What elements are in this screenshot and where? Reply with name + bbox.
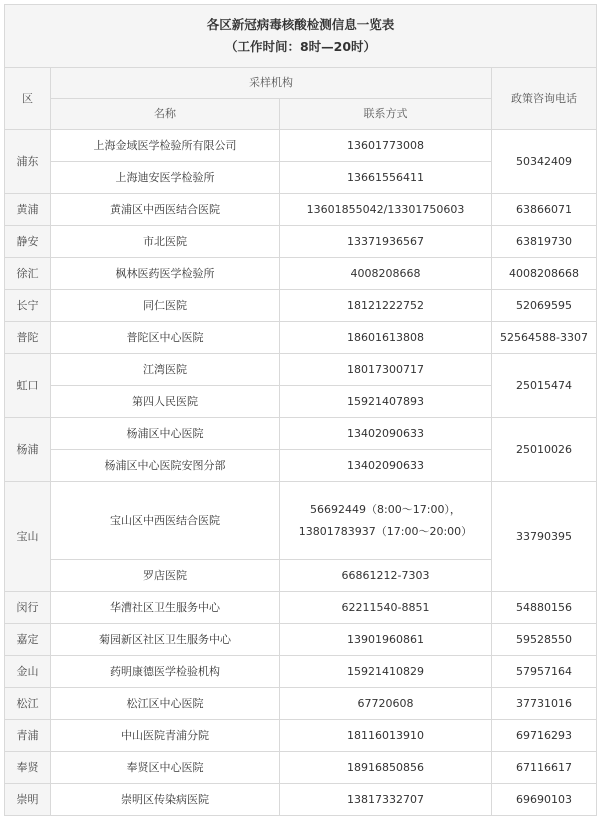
district-name: 浦东 xyxy=(5,130,51,194)
table-row xyxy=(5,592,597,624)
testing-info-table xyxy=(4,4,597,816)
org-name: 同仁医院 xyxy=(51,290,280,322)
table-title xyxy=(5,5,597,68)
table-row xyxy=(5,290,597,322)
district-name: 宝山 xyxy=(5,482,51,592)
org-contact: 13901960861 xyxy=(280,624,492,656)
org-contact: 13601855042/13301750603 xyxy=(280,194,492,226)
org-contact: 67720608 xyxy=(280,688,492,720)
org-name: 江湾医院 xyxy=(51,354,280,386)
table-row xyxy=(5,752,597,784)
policy-phone: 52564588-3307 xyxy=(492,322,597,354)
org-contact: 56692449（8:00～17:00），13801783937（17:00～20:00） xyxy=(280,482,492,560)
policy-phone: 67116617 xyxy=(492,752,597,784)
table-container xyxy=(4,4,596,816)
table-row xyxy=(5,130,597,162)
header-name: 名称 xyxy=(51,99,280,130)
org-name: 杨浦区中心医院 xyxy=(51,418,280,450)
org-contact: 13661556411 xyxy=(280,162,492,194)
org-name: 药明康德医学检验机构 xyxy=(51,656,280,688)
org-contact: 18916850856 xyxy=(280,752,492,784)
table-row xyxy=(5,720,597,752)
org-contact: 18601613808 xyxy=(280,322,492,354)
org-name: 市北医院 xyxy=(51,226,280,258)
table-row xyxy=(5,322,597,354)
policy-phone: 63819730 xyxy=(492,226,597,258)
org-name: 上海迪安医学检验所 xyxy=(51,162,280,194)
org-contact: 13402090633 xyxy=(280,450,492,482)
org-contact: 13402090633 xyxy=(280,418,492,450)
table-row xyxy=(5,784,597,816)
org-name: 华漕社区卫生服务中心 xyxy=(51,592,280,624)
org-name: 枫林医药医学检验所 xyxy=(51,258,280,290)
policy-phone: 33790395 xyxy=(492,482,597,592)
org-contact: 62211540-8851 xyxy=(280,592,492,624)
policy-phone: 4008208668 xyxy=(492,258,597,290)
table-row xyxy=(5,226,597,258)
org-name: 松江区中心医院 xyxy=(51,688,280,720)
policy-phone: 37731016 xyxy=(492,688,597,720)
table-row xyxy=(5,354,597,386)
org-name: 普陀区中心医院 xyxy=(51,322,280,354)
district-name: 金山 xyxy=(5,656,51,688)
org-contact: 18017300717 xyxy=(280,354,492,386)
district-name: 静安 xyxy=(5,226,51,258)
title-line-2: （工作时间：8时—20时） xyxy=(224,39,377,54)
org-name: 奉贤区中心医院 xyxy=(51,752,280,784)
district-name: 虹口 xyxy=(5,354,51,418)
header-district: 区 xyxy=(5,68,51,130)
org-contact: 15921407893 xyxy=(280,386,492,418)
org-contact: 18116013910 xyxy=(280,720,492,752)
org-name: 罗店医院 xyxy=(51,560,280,592)
header-contact: 联系方式 xyxy=(280,99,492,130)
policy-phone: 54880156 xyxy=(492,592,597,624)
district-name: 黄浦 xyxy=(5,194,51,226)
table-row xyxy=(5,624,597,656)
org-name: 中山医院青浦分院 xyxy=(51,720,280,752)
district-name: 长宁 xyxy=(5,290,51,322)
org-name: 杨浦区中心医院安图分部 xyxy=(51,450,280,482)
district-name: 徐汇 xyxy=(5,258,51,290)
table-row xyxy=(5,688,597,720)
org-contact: 15921410829 xyxy=(280,656,492,688)
title-line-1: 各区新冠病毒核酸检测信息一览表 xyxy=(206,17,395,32)
table-row xyxy=(5,194,597,226)
org-contact: 4008208668 xyxy=(280,258,492,290)
policy-phone: 25010026 xyxy=(492,418,597,482)
policy-phone: 52069595 xyxy=(492,290,597,322)
header-policy-phone: 政策咨询电话 xyxy=(492,68,597,130)
org-contact: 18121222752 xyxy=(280,290,492,322)
district-name: 松江 xyxy=(5,688,51,720)
district-name: 崇明 xyxy=(5,784,51,816)
policy-phone: 50342409 xyxy=(492,130,597,194)
org-name: 菊园新区社区卫生服务中心 xyxy=(51,624,280,656)
district-name: 嘉定 xyxy=(5,624,51,656)
district-name: 普陀 xyxy=(5,322,51,354)
org-name: 上海金域医学检验所有限公司 xyxy=(51,130,280,162)
org-name: 黄浦区中西医结合医院 xyxy=(51,194,280,226)
district-name: 奉贤 xyxy=(5,752,51,784)
table-row xyxy=(5,482,597,560)
table-row xyxy=(5,418,597,450)
org-name: 第四人民医院 xyxy=(51,386,280,418)
district-name: 青浦 xyxy=(5,720,51,752)
policy-phone: 25015474 xyxy=(492,354,597,418)
policy-phone: 59528550 xyxy=(492,624,597,656)
table-row xyxy=(5,258,597,290)
org-contact: 13817332707 xyxy=(280,784,492,816)
org-name: 崇明区传染病医院 xyxy=(51,784,280,816)
district-name: 闵行 xyxy=(5,592,51,624)
org-contact: 66861212-7303 xyxy=(280,560,492,592)
policy-phone: 69690103 xyxy=(492,784,597,816)
org-contact: 13371936567 xyxy=(280,226,492,258)
policy-phone: 69716293 xyxy=(492,720,597,752)
district-name: 杨浦 xyxy=(5,418,51,482)
table-row xyxy=(5,656,597,688)
policy-phone: 63866071 xyxy=(492,194,597,226)
header-sampling-org: 采样机构 xyxy=(51,68,492,99)
org-contact: 13601773008 xyxy=(280,130,492,162)
policy-phone: 57957164 xyxy=(492,656,597,688)
org-name: 宝山区中西医结合医院 xyxy=(51,482,280,560)
